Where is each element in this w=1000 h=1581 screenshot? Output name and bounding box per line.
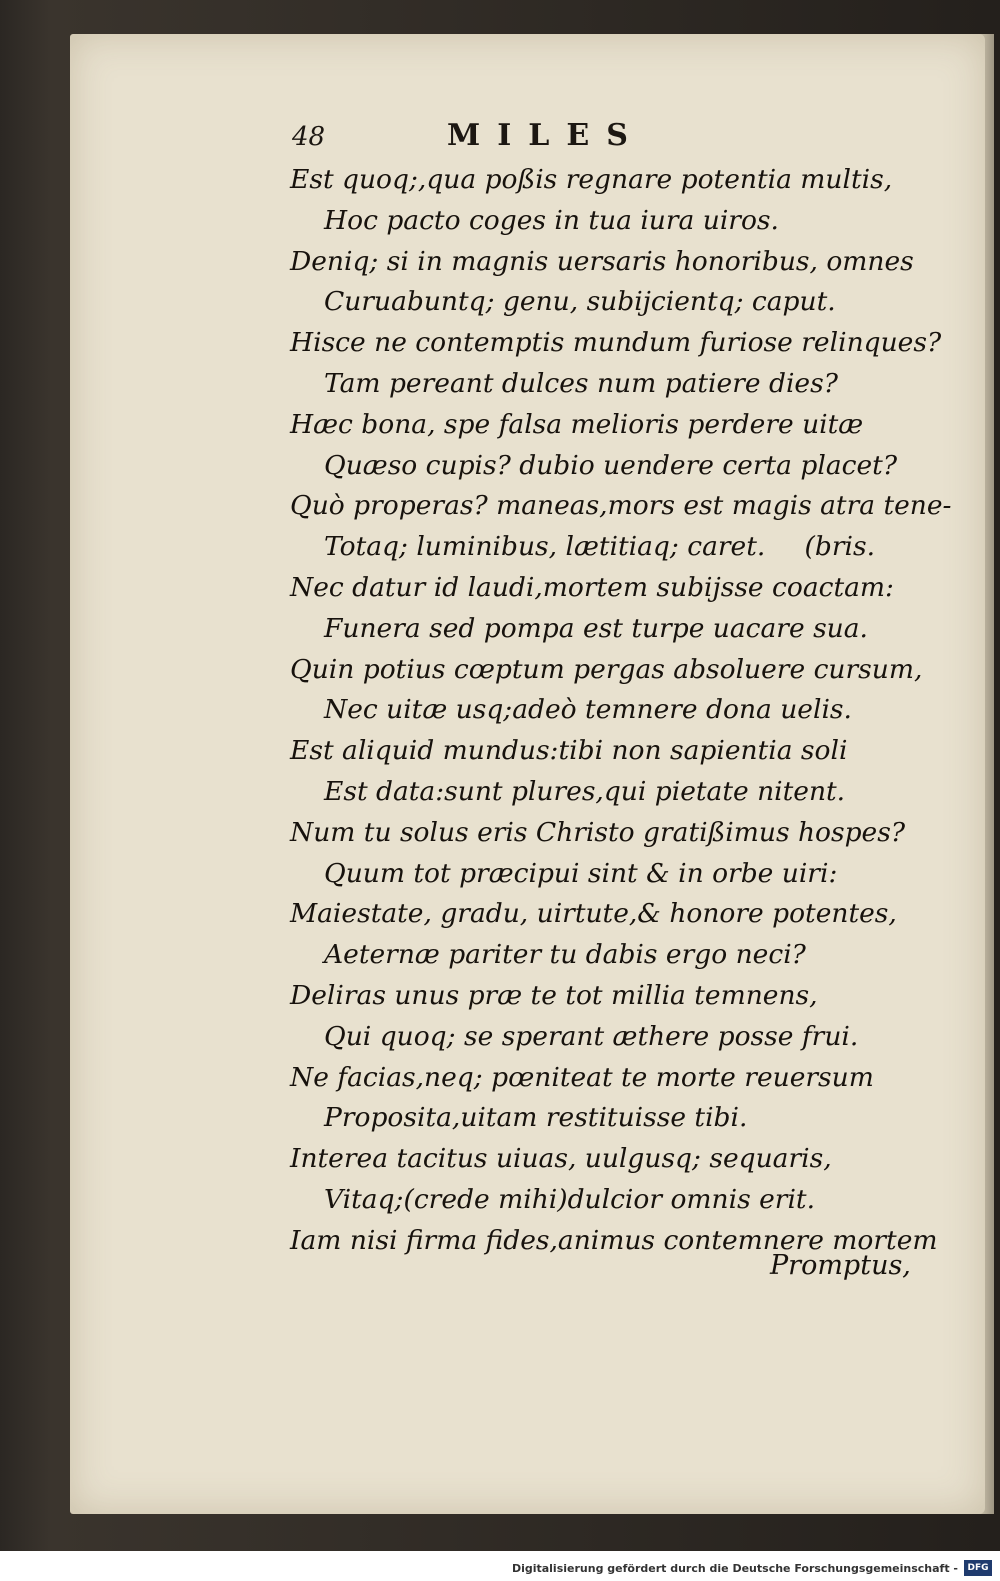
- verse-line: Totaq; luminibus, lætitiaq; caret.: [324, 531, 766, 563]
- verse-line: Quò properas? maneas,mors est magis atra tene-: [290, 490, 952, 522]
- verse-line: Curuabuntq; genu, subijcientq; caput.: [324, 286, 836, 318]
- running-head: MILES: [447, 118, 645, 153]
- verse-line: Ne facias,neq; pœniteat te morte reuersum: [290, 1061, 874, 1093]
- verse-line: Est quoq;,qua poßis regnare potentia multis,: [290, 164, 893, 195]
- verse-line: Deniq; si in magnis uersaris honoribus, omnes: [290, 245, 914, 277]
- verse-line: Est data:sunt plures,qui pietate nitent.: [324, 775, 846, 807]
- verse-line: Iam nisi firma fides,animus contemnere mortem: [290, 1224, 938, 1256]
- verse-line: Proposita,uitam restituisse tibi.: [324, 1102, 748, 1134]
- verse-line: Quæso cupis? dubio uendere certa placet?: [324, 449, 898, 481]
- dfg-logo: DFG: [964, 1560, 992, 1576]
- verse-line: Qui quoq; se sperant æthere posse frui.: [324, 1020, 859, 1052]
- verse-line: Aeternæ pariter tu dabis ergo neci?: [324, 939, 806, 971]
- verse-line: Deliras unus præ te tot millia temnens,: [290, 979, 818, 1011]
- verse-line: Quin potius cœptum pergas absoluere cursum,: [290, 653, 923, 685]
- verse-line: Est aliquid mundus:tibi non sapientia soli: [290, 735, 848, 767]
- page-header: [292, 118, 652, 158]
- verse-line: Hoc pacto coges in tua iura uiros.: [324, 204, 779, 236]
- verse-line: Num tu solus eris Christo gratißimus hospes?: [290, 816, 906, 848]
- verse-line: Funera sed pompa est turpe uacare sua.: [324, 612, 868, 644]
- footer-credit: Digitalisierung gefördert durch die Deutsche Forschungsgemeinschaft -: [511, 1562, 958, 1575]
- catchword: Promptus,: [770, 1250, 911, 1281]
- verse-line: Interea tacitus uiuas, uulgusq; sequaris,: [290, 1143, 832, 1175]
- turnover-text: (bris.: [804, 531, 875, 563]
- verse-block: [290, 160, 952, 1262]
- folio-number: 48: [292, 122, 326, 152]
- verse-line: Vitaq;(crede mihi)dulcior omnis erit.: [324, 1183, 815, 1215]
- verse-line: Tam pereant dulces num patiere dies?: [324, 367, 838, 399]
- footer-bar: [0, 1551, 1000, 1581]
- verse-line: Maiestate, gradu, uirtute,& honore potentes,: [290, 898, 897, 930]
- verse-line: Nec uitæ usq;adeò temnere dona uelis.: [324, 694, 852, 726]
- verse-line: Nec datur id laudi,mortem subijsse coactam:: [290, 571, 894, 603]
- verse-line: Hisce ne contemptis mundum furiose relinques?: [290, 327, 942, 359]
- verse-line: Hæc bona, spe falsa melioris perdere uitæ: [290, 408, 864, 440]
- verse-line: Quum tot præcipui sint & in orbe uiri:: [324, 857, 838, 889]
